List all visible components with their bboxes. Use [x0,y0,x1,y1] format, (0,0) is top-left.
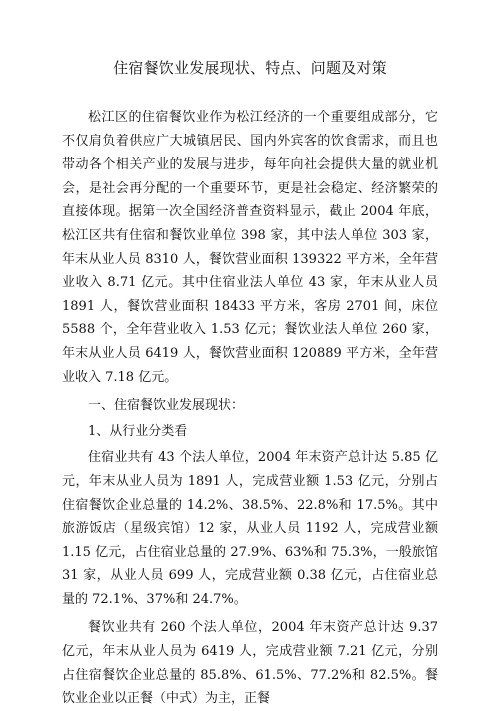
accommodation-paragraph: 住宿业共有 43 个法人单位，2004 年末资产总计达 5.85 亿元，年末从业人员为 1891 人，完成营业额 1.53 亿元，分别占住宿餐饮企业总量的 14.2%、38.5%、22.8%和 17.5%。其中旅游饭店（星级宾馆）12 家，从业人员 1192 人，完成营业额 1.15 亿元，占住宿业总量的 27.9%、63%和 75.3%，一般旅馆 31 家，从业人员 699 人，完成营业额 0.38 亿元，占住宿业总量的 72.1%、37%和 24.7%。 [62,450,438,607]
section-heading: 一、住宿餐饮业发展现状： [88,398,245,414]
catering-paragraph: 餐饮业共有 260 个法人单位，2004 年末资产总计达 9.37 亿元，年末从业人员为 6419 人，完成营业额 7.21 亿元，分别占住宿餐饮企业总量的 85.8%、61.5%、77.2%和 82.5%。餐饮业企业以正餐（中式）为主，正餐 [62,620,438,707]
document-title: 住宿餐饮业发展现状、特点、问题及对策 [113,59,387,77]
intro-paragraph: 松江区的住宿餐饮业作为松江经济的一个重要组成部分，它不仅肩负着供应广大城镇居民、国内外宾客的饮食需求，而且也带动各个相关产业的发展与进步，每年向社会提供大量的就业机会，是社会再分配的一个重要环节，更是社会稳定、经济繁荣的直接体现。据第一次全国经济普查资料显示，截止 2004 年底，松江区共有住宿和餐饮业单位 398 家，其中法人单位 303 家，年末从业人员 8310 人，餐饮营业面积 139322 平方米，全年营业收入 8.71 亿元。其中住宿业法人单位 43 家，年末从业人员 1891 人，餐饮营业面积 18433 平方米，客房 2701 间，床位 5588 个，全年营业收入 1.53 亿元；餐饮业法人单位 260 家，年末从业人员 6419 人，餐饮营业面积 120889 平方米，全年营业收入 7.18 亿元。 [62,110,438,385]
subsection-heading: 1、从行业分类看 [88,423,188,439]
